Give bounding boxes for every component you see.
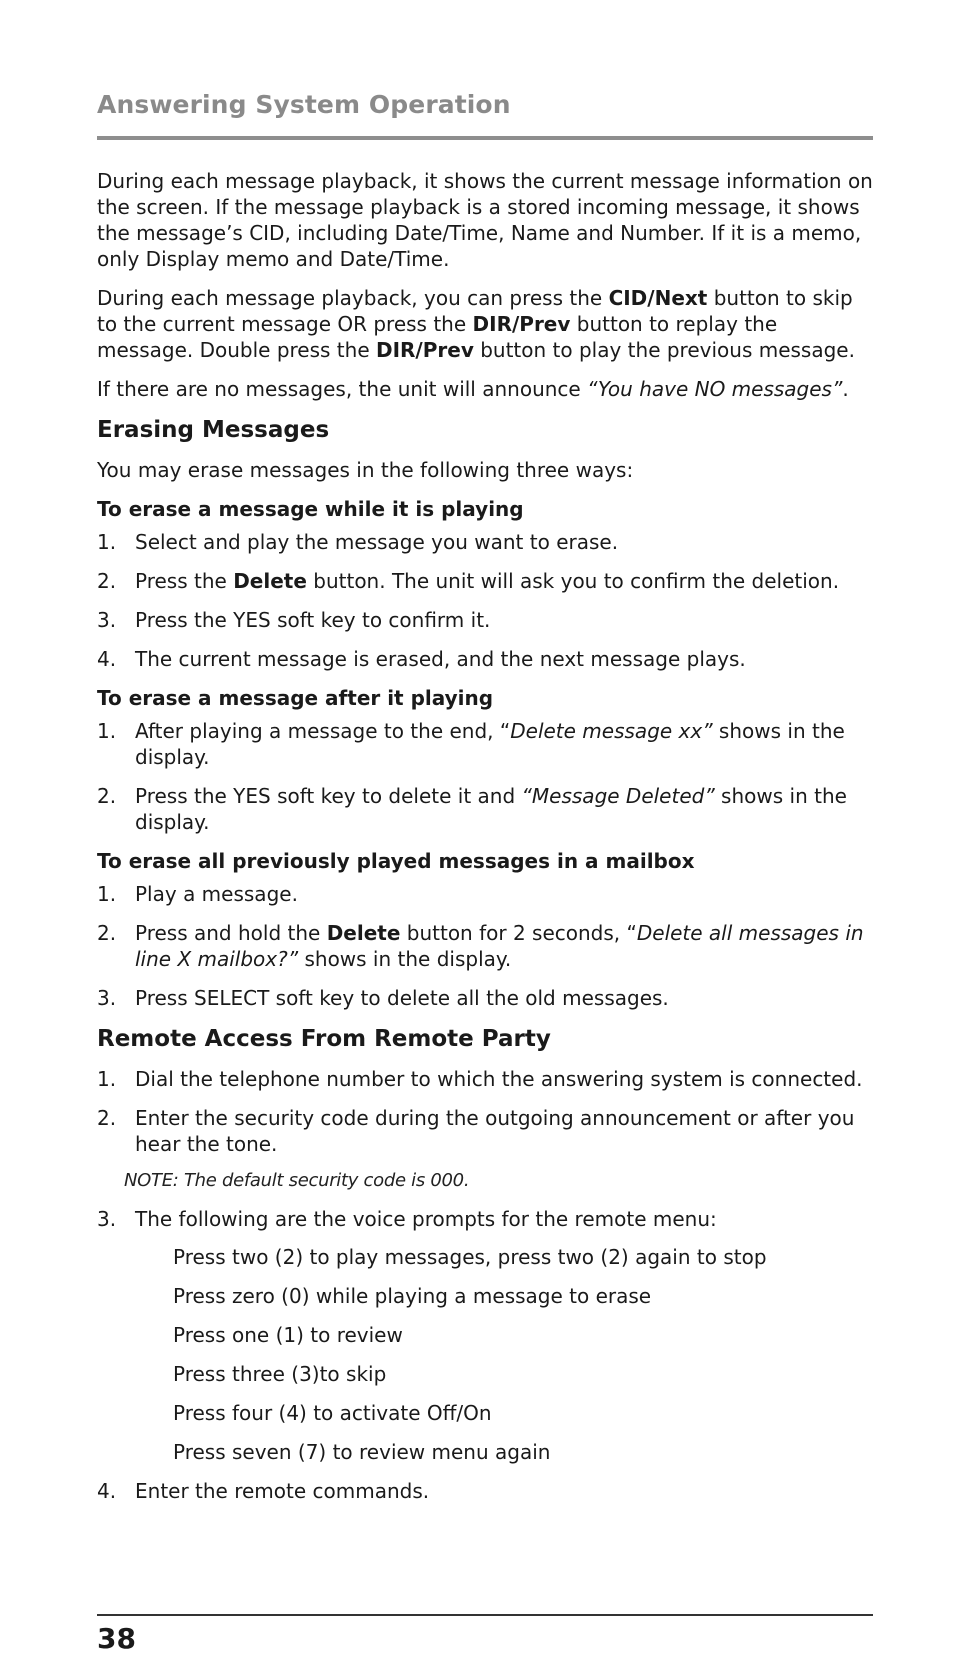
step-number: 1. [97, 719, 117, 743]
text-run: During each message playback, you can press the [97, 286, 609, 310]
step-text: The current message is erased, and the next message plays. [135, 647, 746, 671]
voice-prompts-list [135, 1244, 875, 1465]
intro-paragraph-3 [97, 376, 875, 402]
remote-access-heading: Remote Access From Remote Party [97, 1026, 551, 1052]
list-item [97, 646, 875, 672]
step-text: shows in the display. [135, 784, 847, 834]
erase-while-playing-steps [97, 529, 875, 672]
display-message-quote: Delete all messages in line X mailbox?” [135, 921, 864, 971]
step-text: Dial the telephone number to which the answering system is connected. [135, 1067, 863, 1091]
step-number: 1. [97, 882, 117, 906]
step-text: The following are the voice prompts for the remote menu: [135, 1207, 717, 1231]
voice-prompt: Press zero (0) while playing a message to erase [173, 1284, 652, 1308]
list-item [97, 985, 875, 1011]
step-number: 3. [97, 608, 117, 632]
list-item [97, 783, 875, 835]
erase-all-played-steps [97, 881, 875, 1011]
step-text: Press the [135, 569, 234, 593]
step-text: Enter the remote commands. [135, 1479, 430, 1503]
list-item [97, 1066, 875, 1092]
voice-prompt: Press one (1) to review [173, 1323, 403, 1347]
text-run: button to skip to the current message OR press the [97, 286, 853, 336]
text-run: button to replay the message. Double press the [97, 312, 778, 362]
step-number: 2. [97, 921, 117, 945]
erasing-intro: You may erase messages in the following three ways: [97, 458, 634, 482]
voice-prompt: Press two (2) to play messages, press two (2) again to stop [173, 1245, 767, 1269]
step-number: 3. [97, 986, 117, 1010]
header-divider [97, 136, 873, 140]
remote-access-steps [97, 1066, 875, 1157]
step-number: 2. [97, 1106, 117, 1130]
step-text: Play a message. [135, 882, 298, 906]
step-text: shows in the display. [135, 719, 845, 769]
step-text: Press the YES soft key to delete it and [135, 784, 522, 808]
step-text: Press the YES soft key to confirm it. [135, 608, 491, 632]
page-content [97, 168, 875, 1517]
announcement-quote: “You have NO messages” [587, 377, 843, 401]
step-text: After playing a message to the end, “ [135, 719, 511, 743]
remote-access-steps-continued [97, 1206, 875, 1504]
delete-button-ref: Delete [326, 921, 401, 945]
step-text: Select and play the message you want to erase. [135, 530, 619, 554]
cid-next-button-ref: CID/Next [608, 286, 708, 310]
list-item [97, 568, 875, 594]
list-item [97, 881, 875, 907]
step-text: button for 2 seconds, “ [400, 921, 637, 945]
erase-while-playing-heading: To erase a message while it is playing [97, 497, 524, 521]
list-item [97, 607, 875, 633]
erasing-messages-heading: Erasing Messages [97, 417, 330, 443]
step-number: 1. [97, 1067, 117, 1091]
step-number: 3. [97, 1207, 117, 1231]
erase-after-playing-heading: To erase a message after it playing [97, 686, 494, 710]
intro-paragraph-1: During each message playback, it shows the current message information on the screen. If the message playback is a stored incoming message, it shows the message’s CID, including Date/Time, Name and Number. If it is a memo, only Display memo and Date/Time. [97, 169, 873, 271]
step-text: shows in the display. [298, 947, 512, 971]
voice-prompt: Press three (3)to skip [173, 1362, 387, 1386]
intro-paragraph-2 [97, 285, 875, 363]
page-number: 38 [97, 1622, 136, 1655]
display-message-quote: Delete message xx” [510, 719, 713, 743]
text-run: . [842, 377, 849, 401]
list-item [97, 1206, 875, 1465]
list-item [97, 1105, 875, 1157]
dir-prev-button-ref: DIR/Prev [472, 312, 571, 336]
footer-divider [97, 1614, 873, 1616]
voice-prompt: Press four (4) to activate Off/On [173, 1401, 492, 1425]
voice-prompt: Press seven (7) to review menu again [173, 1440, 551, 1464]
text-run: If there are no messages, the unit will announce [97, 377, 588, 401]
list-item [97, 529, 875, 555]
list-item [97, 1478, 875, 1504]
delete-button-ref: Delete [233, 569, 307, 593]
step-text: Press SELECT soft key to delete all the old messages. [135, 986, 669, 1010]
step-text: Press and hold the [135, 921, 327, 945]
step-number: 4. [97, 647, 117, 671]
step-number: 2. [97, 784, 117, 808]
text-run: button to play the previous message. [473, 338, 855, 362]
section-header-title: Answering System Operation [97, 90, 511, 119]
step-text: button. The unit will ask you to confirm the deletion. [306, 569, 840, 593]
list-item [97, 718, 875, 770]
step-number: 2. [97, 569, 117, 593]
list-item [97, 920, 875, 972]
dir-prev-button-ref: DIR/Prev [375, 338, 474, 362]
erase-all-played-heading: To erase all previously played messages in a mailbox [97, 849, 695, 873]
step-number: 1. [97, 530, 117, 554]
display-message-quote: “Message Deleted” [521, 784, 715, 808]
security-code-note: NOTE: The default security code is 000. [124, 1170, 470, 1191]
step-number: 4. [97, 1479, 117, 1503]
erase-after-playing-steps [97, 718, 875, 835]
step-text: Enter the security code during the outgoing announcement or after you hear the tone. [135, 1106, 855, 1156]
